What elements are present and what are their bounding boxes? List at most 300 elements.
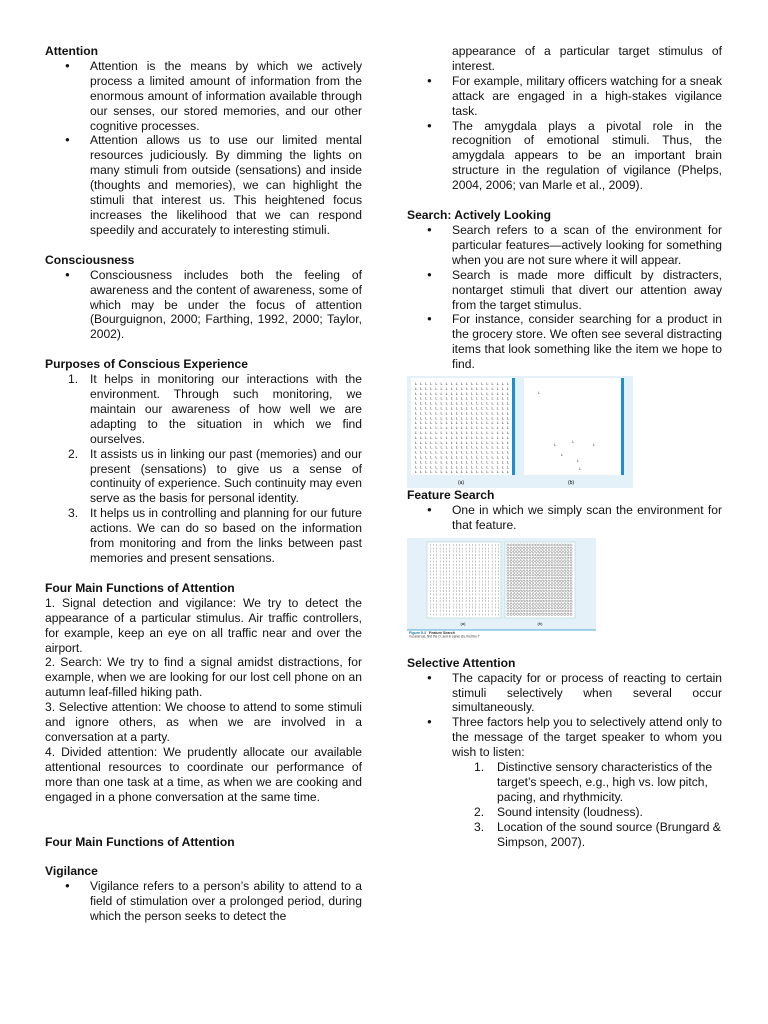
stimulus-glyph: L: [471, 459, 474, 465]
stimulus-glyph: L: [455, 420, 459, 426]
stimulus-glyph: L: [486, 449, 489, 455]
stimulus-glyph: l: [498, 562, 499, 567]
stimulus-glyph: l: [430, 562, 431, 567]
stimulus-glyph: l: [439, 569, 441, 574]
stimulus-glyph: L: [455, 381, 459, 387]
stimulus-glyph: L: [506, 454, 510, 460]
stimulus-glyph: L: [496, 454, 499, 460]
stimulus-glyph: l: [436, 602, 438, 607]
stimulus-glyph: L: [445, 449, 448, 455]
stimulus-glyph: l: [443, 546, 444, 551]
stimulus-glyph: l: [459, 565, 460, 570]
stimulus-glyph: l: [498, 569, 499, 574]
stimulus-glyph: l: [472, 542, 473, 547]
stimulus-glyph: l: [495, 585, 496, 590]
stimulus-glyph: L: [445, 385, 448, 391]
stimulus-glyph: l: [491, 582, 493, 587]
stimulus-glyph: l: [475, 572, 477, 577]
stimulus-glyph: l: [459, 592, 460, 597]
stimulus-glyph: l: [436, 562, 438, 567]
stimulus-glyph: L: [435, 400, 438, 406]
stimulus-glyph: L: [440, 444, 443, 450]
stimulus-glyph: l: [469, 612, 470, 617]
heading-search: Search: Actively Looking: [407, 208, 552, 223]
stimulus-glyph: l: [430, 608, 431, 613]
stimulus-glyph: L: [471, 395, 474, 401]
stimulus-glyph: l: [485, 552, 486, 557]
stimulus-glyph: l: [452, 579, 454, 584]
stimulus-glyph: L: [455, 469, 459, 475]
stimulus-glyph: l: [452, 582, 454, 587]
item-text: It assists us in linking our past (memories) and our present (sensations) to give us a sense of continuity of experience. Such continuity may even serve as the basis for personal identity.: [90, 446, 362, 506]
stimulus-glyph: l: [472, 582, 473, 587]
stimulus-glyph: L: [460, 395, 464, 401]
stimulus-glyph: l: [498, 565, 499, 570]
stimulus-glyph: l: [491, 555, 493, 560]
stimulus-glyph: l: [452, 592, 454, 597]
stimulus-glyph: L: [501, 469, 504, 475]
stimulus-glyph: l: [462, 572, 464, 577]
stimulus-glyph: L: [445, 381, 448, 387]
stimulus-glyph: l: [446, 585, 447, 590]
stimulus-glyph: l: [465, 562, 467, 567]
stimulus-glyph: L: [501, 390, 504, 396]
stimulus-glyph: L: [440, 381, 443, 387]
stimulus-glyph: l: [439, 552, 441, 557]
stimulus-glyph: l: [433, 572, 434, 577]
stimulus-glyph: L: [425, 454, 428, 460]
stimulus-glyph: l: [446, 605, 447, 610]
stimulus-glyph: l: [446, 579, 447, 584]
stimulus-glyph: l: [465, 588, 467, 593]
stimulus-glyph: L: [435, 390, 438, 396]
stimulus-glyph: L: [430, 420, 433, 426]
stimulus-glyph: L: [455, 405, 459, 411]
stimulus-glyph: l: [469, 559, 470, 564]
stimulus-glyph: L: [435, 464, 438, 470]
stimulus-glyph: l: [469, 585, 470, 590]
stimulus-glyph: L: [450, 444, 453, 450]
stimulus-glyph: l: [452, 555, 454, 560]
stimulus-glyph: L: [496, 434, 499, 440]
stimulus-glyph: l: [491, 592, 493, 597]
stimulus-glyph: l: [469, 595, 470, 600]
stimulus-glyph: l: [439, 582, 441, 587]
list-item: ● Search is made more difficult by distracters, nontarget stimuli that divert our attention away from the target stimulus.: [407, 268, 722, 313]
stimulus-glyph: L: [496, 449, 499, 455]
stimulus-glyph: l: [495, 602, 496, 607]
stimulus-glyph: L: [579, 466, 582, 472]
stimulus-glyph: l: [472, 562, 473, 567]
stimulus-glyph: L: [435, 469, 438, 475]
stimulus-glyph: L: [445, 439, 448, 445]
stimulus-glyph: L: [486, 381, 489, 387]
stimulus-glyph: l: [488, 592, 490, 597]
stimulus-glyph: l: [465, 585, 467, 590]
stimulus-glyph: l: [485, 546, 486, 551]
stimulus-glyph: L: [491, 390, 494, 396]
stimulus-glyph: l: [462, 569, 464, 574]
stimulus-glyph: l: [482, 555, 483, 560]
stimulus-glyph: l: [495, 565, 496, 570]
stimulus-glyph: l: [430, 542, 431, 547]
stimulus-glyph: l: [485, 555, 486, 560]
stimulus-glyph: l: [491, 605, 493, 610]
stimulus-glyph: L: [440, 439, 443, 445]
stimulus-glyph: L: [506, 425, 510, 431]
panel-a-border: [512, 378, 515, 475]
stimulus-glyph: L: [506, 459, 510, 465]
stimulus-glyph: l: [488, 585, 490, 590]
stimulus-glyph: l: [485, 572, 486, 577]
stimulus-glyph: L: [445, 400, 448, 406]
stimulus-glyph: l: [436, 565, 438, 570]
stimulus-glyph: l: [482, 588, 483, 593]
stimulus-glyph: L: [430, 385, 433, 391]
stimulus-glyph: l: [465, 565, 467, 570]
stimulus-glyph: l: [443, 565, 444, 570]
stimulus-glyph: L: [450, 459, 453, 465]
stimulus-glyph: l: [446, 559, 447, 564]
stimulus-glyph: l: [475, 595, 477, 600]
stimulus-glyph: l: [498, 552, 499, 557]
item-text: Sound intensity (loudness).: [497, 804, 643, 819]
stimulus-glyph: L: [476, 420, 479, 426]
stimulus-glyph: l: [478, 542, 480, 547]
stimulus-glyph: L: [466, 381, 469, 387]
stimulus-glyph: L: [430, 395, 433, 401]
stimulus-glyph: l: [433, 592, 434, 597]
stimulus-glyph: l: [436, 569, 438, 574]
item-number: 2.: [474, 804, 485, 819]
stimulus-glyph: L: [435, 459, 438, 465]
item-text: Three factors help you to selectively attend only to the message of the target speaker to whom you wish to listen:: [452, 715, 722, 760]
stimulus-glyph: l: [452, 602, 454, 607]
stimulus-glyph: L: [445, 420, 448, 426]
function-paragraph: 4. Divided attention: We prudently allocate our available attentional resources to coordinate our performance of more than one task at a time, as when we are cooking and engaged in a phone conversation at the same time.: [45, 744, 362, 804]
stimulus-glyph: l: [465, 598, 467, 603]
function-paragraph: 3. Selective attention: We choose to attend to some stimuli and ignore others, as when we are involved in a conversation at a party.: [45, 700, 362, 744]
stimulus-glyph: l: [465, 555, 467, 560]
stimulus-glyph: L: [476, 410, 479, 416]
stimulus-glyph: l: [472, 579, 473, 584]
stimulus-glyph: L: [506, 405, 510, 411]
stimulus-glyph: L: [460, 400, 464, 406]
stimulus-glyph: l: [459, 559, 460, 564]
item-text: Location of the sound source (Brungard & Simpson, 2007).: [497, 819, 721, 849]
stimulus-glyph: L: [471, 430, 474, 436]
stimulus-glyph: l: [485, 579, 486, 584]
stimulus-glyph: l: [469, 572, 470, 577]
stimulus-glyph: l: [469, 549, 470, 554]
stimulus-glyph: l: [495, 588, 496, 593]
stimulus-glyph: L: [496, 425, 499, 431]
stimulus-glyph: l: [488, 602, 490, 607]
stimulus-glyph: L: [466, 405, 469, 411]
stimulus-glyph: L: [425, 430, 428, 436]
stimulus-glyph: l: [485, 575, 486, 580]
stimulus-glyph: l: [462, 605, 464, 610]
stimulus-glyph: l: [443, 555, 444, 560]
stimulus-glyph: L: [501, 444, 504, 450]
stimulus-glyph: L: [481, 444, 484, 450]
stimulus-glyph: l: [443, 575, 444, 580]
stimulus-glyph: l: [482, 602, 483, 607]
item-number: 1.: [474, 760, 485, 775]
stimulus-glyph: L: [476, 405, 479, 411]
stimulus-glyph: l: [478, 582, 480, 587]
stimulus-glyph: L: [455, 395, 459, 401]
stimulus-glyph: L: [501, 459, 504, 465]
stimulus-glyph: l: [472, 612, 473, 617]
stimulus-glyph: l: [439, 572, 441, 577]
stimulus-glyph: L: [450, 381, 453, 387]
stimulus-glyph: L: [440, 405, 443, 411]
stimulus-glyph: l: [459, 562, 460, 567]
stimulus-glyph: l: [495, 595, 496, 600]
stimulus-glyph: L: [445, 410, 448, 416]
stimulus-glyph: l: [443, 612, 444, 617]
stimulus-glyph: l: [459, 608, 460, 613]
stimulus-glyph: L: [445, 425, 448, 431]
stimulus-glyph: L: [466, 469, 469, 475]
stimulus-glyph: L: [420, 425, 423, 431]
stimulus-glyph: l: [443, 559, 444, 564]
stimulus-glyph: l: [430, 582, 431, 587]
stimulus-glyph: l: [491, 585, 493, 590]
stimulus-glyph: l: [475, 579, 477, 584]
stimulus-glyph: L: [501, 454, 504, 460]
stimulus-glyph: L: [445, 454, 448, 460]
stimulus-glyph: l: [452, 598, 454, 603]
stimulus-glyph: l: [482, 569, 483, 574]
function-paragraph: 1. Signal detection and vigilance: We try to detect the appearance of a particular stimulus. Air traffic controllers, for example, keep an eye on all traffic near and over the airport.: [45, 595, 362, 655]
stimulus-glyph: L: [425, 400, 428, 406]
stimulus-glyph: l: [488, 549, 490, 554]
stimulus-glyph: L: [425, 415, 428, 421]
stimulus-glyph: L: [506, 415, 510, 421]
stimulus-glyph: l: [433, 555, 434, 560]
stimulus-glyph: l: [443, 588, 444, 593]
stimulus-glyph: l: [436, 592, 438, 597]
stimulus-glyph: L: [430, 449, 433, 455]
stimulus-glyph: L: [476, 449, 479, 455]
stimulus-glyph: l: [488, 598, 490, 603]
stimulus-glyph: l: [495, 555, 496, 560]
stimulus-glyph: L: [486, 405, 489, 411]
stimulus-glyph: L: [501, 430, 504, 436]
stimulus-glyph: L: [440, 400, 443, 406]
stimulus-glyph: L: [496, 469, 499, 475]
item-number: 2.: [68, 446, 79, 461]
stimulus-glyph: L: [440, 390, 443, 396]
stimulus-glyph: L: [486, 444, 489, 450]
stimulus-glyph: L: [501, 415, 504, 421]
stimulus-glyph: l: [465, 549, 467, 554]
stimulus-glyph: l: [439, 585, 441, 590]
stimulus-glyph: l: [462, 542, 464, 547]
stimulus-glyph: L: [435, 439, 438, 445]
stimulus-glyph: L: [420, 449, 423, 455]
stimulus-glyph: l: [452, 588, 454, 593]
stimulus-glyph: L: [435, 434, 438, 440]
stimulus-glyph: l: [469, 592, 470, 597]
stimulus-glyph: L: [455, 430, 459, 436]
stimulus-glyph: l: [475, 582, 477, 587]
stimulus-glyph: L: [460, 420, 464, 426]
stimulus-glyph: l: [449, 592, 451, 597]
stimulus-glyph: l: [452, 585, 454, 590]
stimulus-glyph: l: [485, 598, 486, 603]
stimulus-glyph: l: [456, 592, 457, 597]
stimulus-glyph: l: [459, 579, 460, 584]
stimulus-glyph: l: [452, 572, 454, 577]
stimulus-glyph: l: [430, 565, 431, 570]
stimulus-glyph: l: [495, 562, 496, 567]
stimulus-glyph: l: [491, 579, 493, 584]
stimulus-glyph: l: [449, 555, 451, 560]
stimulus-glyph: L: [486, 459, 489, 465]
stimulus-glyph: l: [433, 546, 434, 551]
stimulus-glyph: l: [478, 569, 480, 574]
stimulus-glyph: L: [506, 420, 510, 426]
stimulus-glyph: L: [491, 395, 494, 401]
stimulus-glyph: L: [481, 385, 484, 391]
stimulus-glyph: l: [436, 575, 438, 580]
stimulus-glyph: L: [440, 420, 443, 426]
stimulus-glyph: L: [460, 464, 464, 470]
stimulus-glyph: L: [476, 434, 479, 440]
stimulus-glyph: l: [465, 592, 467, 597]
stimulus-glyph: l: [443, 542, 444, 547]
stimulus-glyph: L: [481, 449, 484, 455]
stimulus-glyph: L: [471, 469, 474, 475]
stimulus-glyph: L: [471, 434, 474, 440]
stimulus-glyph: L: [450, 469, 453, 475]
stimulus-glyph: l: [465, 569, 467, 574]
stimulus-glyph: l: [430, 575, 431, 580]
stimulus-glyph: l: [482, 579, 483, 584]
heading-selective-attention: Selective Attention: [407, 655, 516, 670]
stimulus-glyph: L: [466, 390, 469, 396]
stimulus-glyph: l: [478, 559, 480, 564]
stimulus-glyph: l: [433, 582, 434, 587]
stimulus-glyph: l: [456, 612, 457, 617]
stimulus-glyph: L: [471, 454, 474, 460]
stimulus-glyph: L: [430, 430, 433, 436]
stimulus-glyph: L: [420, 464, 423, 470]
stimulus-glyph: l: [491, 608, 493, 613]
stimulus-glyph: L: [476, 439, 479, 445]
search-list: [407, 223, 722, 372]
stimulus-glyph: l: [449, 598, 451, 603]
stimulus-glyph: l: [446, 552, 447, 557]
stimulus-glyph: l: [446, 575, 447, 580]
right-column: [407, 44, 722, 850]
stimulus-glyph: l: [462, 582, 464, 587]
stimulus-glyph: l: [462, 592, 464, 597]
stimulus-glyph: l: [478, 612, 480, 617]
stimulus-glyph: l: [459, 555, 460, 560]
stimulus-glyph: L: [496, 444, 499, 450]
stimulus-glyph: L: [476, 464, 479, 470]
stimulus-glyph: L: [460, 410, 464, 416]
stimulus-glyph: l: [439, 602, 441, 607]
stimulus-glyph: l: [433, 552, 434, 557]
stimulus-glyph: l: [449, 612, 451, 617]
stimulus-glyph: L: [415, 449, 418, 455]
stimulus-glyph: L: [460, 444, 464, 450]
stimulus-glyph: l: [449, 549, 451, 554]
stimulus-glyph: L: [435, 410, 438, 416]
stimulus-glyph: l: [433, 575, 434, 580]
stimulus-glyph: L: [481, 410, 484, 416]
stimulus-glyph: l: [498, 608, 499, 613]
stimulus-glyph: l: [482, 542, 483, 547]
list-item: ● Attention is the means by which we actively process a limited amount of information from the enormous amount of information available through our senses, our stored memories, and our other cognitive processes.: [45, 59, 362, 134]
stimulus-glyph: l: [469, 546, 470, 551]
stimulus-glyph: L: [506, 390, 510, 396]
stimulus-glyph: L: [491, 449, 494, 455]
stimulus-glyph: l: [485, 542, 486, 547]
item-text: It helps us in controlling and planning for our future actions. We can do so based on the information from monitoring and from the links between past memories and present sensations.: [90, 506, 362, 565]
stimulus-glyph: L: [481, 469, 484, 475]
stimulus-glyph: l: [495, 612, 496, 617]
stimulus-glyph: l: [475, 602, 477, 607]
stimulus-glyph: l: [446, 562, 447, 567]
stimulus-glyph: l: [478, 608, 480, 613]
stimulus-glyph: L: [486, 395, 489, 401]
stimulus-glyph: l: [485, 588, 486, 593]
item-text: It helps in monitoring our interactions with the environment. Through such monitoring, we maintain our awareness of how well we are adapting to the situation in which we find ourselves.: [90, 372, 362, 446]
stimulus-glyph: l: [456, 579, 457, 584]
stimulus-glyph: l: [452, 552, 454, 557]
stimulus-glyph: l: [433, 562, 434, 567]
stimulus-glyph: l: [488, 608, 490, 613]
stimulus-glyph: l: [485, 565, 486, 570]
stimulus-glyph: l: [436, 595, 438, 600]
stimulus-glyph: l: [446, 582, 447, 587]
stimulus-glyph: L: [460, 454, 464, 460]
stimulus-glyph: L: [471, 464, 474, 470]
stimulus-glyph: l: [475, 546, 477, 551]
stimulus-glyph: L: [425, 459, 428, 465]
stimulus-glyph: l: [491, 598, 493, 603]
stimulus-glyph: L: [466, 430, 469, 436]
stimulus-glyph: l: [491, 595, 493, 600]
list-item: ● Search refers to a scan of the environment for particular features—actively looking for something when you are not sure where it will appear.: [407, 223, 722, 268]
stimulus-glyph: L: [476, 469, 479, 475]
stimulus-glyph: l: [491, 588, 493, 593]
stimulus-glyph: L: [440, 469, 443, 475]
stimulus-glyph: l: [472, 569, 473, 574]
stimulus-glyph: l: [449, 565, 451, 570]
stimulus-glyph: L: [506, 410, 510, 416]
stimulus-glyph: L: [455, 385, 459, 391]
stimulus-glyph: l: [456, 542, 457, 547]
stimulus-glyph: l: [443, 595, 444, 600]
stimulus-glyph: l: [462, 549, 464, 554]
stimulus-glyph: l: [456, 608, 457, 613]
stimulus-glyph: L: [445, 469, 448, 475]
stimulus-glyph: l: [436, 608, 438, 613]
stimulus-glyph: l: [472, 592, 473, 597]
stimulus-glyph: l: [491, 562, 493, 567]
stimulus-glyph: l: [462, 562, 464, 567]
feature-figure: [407, 538, 722, 638]
stimulus-glyph: L: [455, 415, 459, 421]
stimulus-glyph: l: [449, 605, 451, 610]
